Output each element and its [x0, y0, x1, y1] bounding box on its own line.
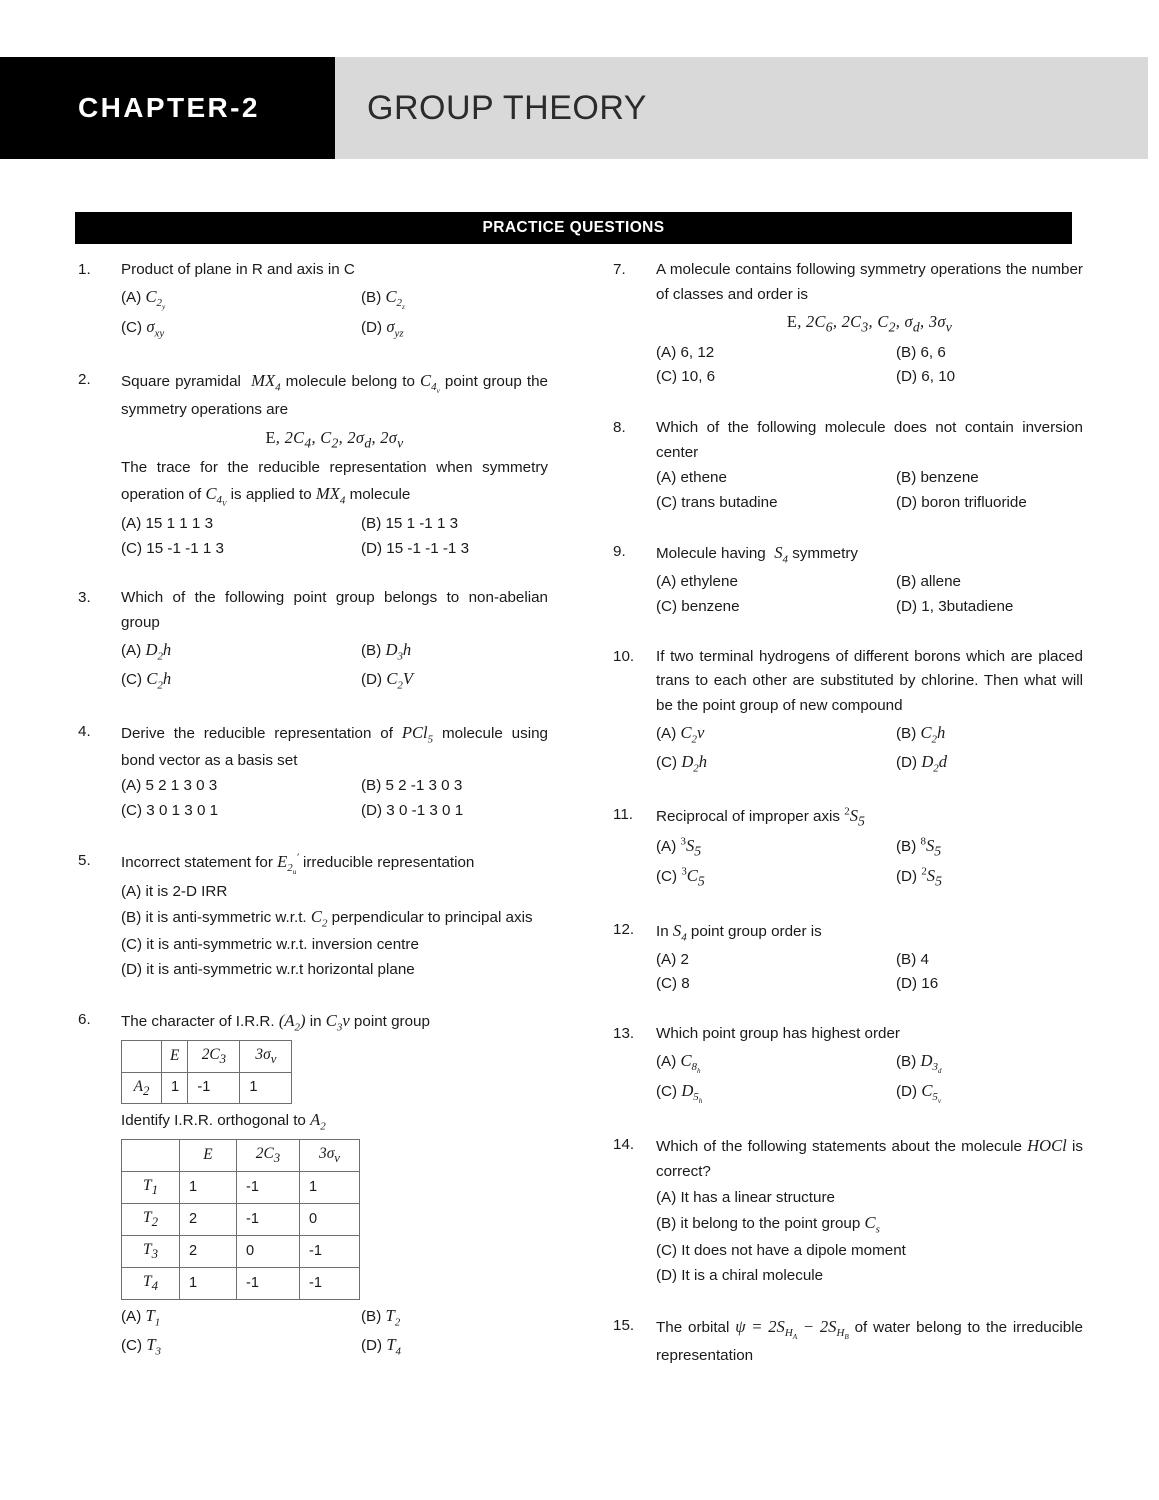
table-cell: 1 [300, 1172, 360, 1204]
question-stem: The orbital $\psi = 2S_{H_A} - 2S_{H_B}$ of water belong to the irreducible representation [656, 1316, 1083, 1364]
option-b[interactable]: (B) $D_{3_d}$ [896, 1050, 942, 1076]
question-stem: Square pyramidal $MX_4$ molecule belong to $C_{4_v}$ point group the symmetry operations are [121, 370, 548, 419]
practice-questions-banner [75, 212, 1072, 244]
option-d[interactable]: (D) $^2S_5$ [896, 865, 942, 889]
option-c[interactable]: (C) it is anti-symmetric w.r.t. inversion centre [121, 936, 419, 954]
option-a[interactable]: (A) 5 2 1 3 0 3 [121, 777, 218, 795]
chapter-header [0, 57, 1148, 159]
option-a[interactable]: (A) $T_1$ [121, 1305, 161, 1329]
option-group [656, 720, 1083, 778]
question-stem: Derive the reducible representation of PCl$_5$ molecule using bond vector as a basis set [121, 722, 548, 769]
option-group [656, 570, 1083, 619]
question-item [613, 258, 1083, 390]
table-header-row [122, 1140, 360, 1172]
table-row-label: $A_2$ [122, 1072, 162, 1104]
question-number: 4. [78, 722, 91, 740]
option-a[interactable]: (A) $D_2h$ [121, 639, 172, 662]
question-item [613, 803, 1083, 893]
option-b[interactable]: (B) $D_3h$ [361, 639, 412, 662]
table-cell: 0 [300, 1204, 360, 1236]
question-stem: The character of I.R.R. $(A_2)$ in $C_3v$ point group [121, 1010, 430, 1033]
table-row-label: $T_2$ [122, 1204, 180, 1236]
option-d[interactable]: (D) 1, 3butadiene [896, 598, 1014, 616]
question-item [613, 645, 1083, 778]
chapter-title-block [335, 57, 1148, 159]
option-c[interactable]: (C) trans butadine [656, 493, 778, 511]
option-a[interactable]: (A) $C_{8_h}$ [656, 1050, 701, 1076]
option-c[interactable]: (C) benzene [656, 598, 740, 616]
option-a[interactable]: (A) $C_{2_y}$ [121, 286, 166, 312]
option-b[interactable]: (B) it is anti-symmetric w.r.t. $C_2$ perpendicular to principal axis [121, 907, 533, 930]
question-formula: E, $2C_4$, $C_2$, $2\sigma_d$, $2\sigma_v$ [265, 427, 404, 451]
question-stem: A molecule contains following symmetry operations the number of classes and order is [656, 261, 1083, 303]
option-d[interactable]: (D) 3 0 -1 3 0 1 [361, 801, 464, 819]
table-header-2c3: $2C_3$ [237, 1140, 300, 1172]
option-group [656, 341, 1083, 390]
option-b[interactable]: (B) $T_2$ [361, 1305, 401, 1329]
question-stem: Which of the following point group belongs to non-abelian group [121, 589, 548, 631]
option-d[interactable]: (D) $\sigma_{yz}$ [361, 316, 404, 340]
table-row [122, 1172, 360, 1204]
option-group [121, 1303, 548, 1361]
question-item [78, 1008, 548, 1361]
question-stem: If two terminal hydrogens of different borons which are placed trans to each other are substituted by chlorine. Then what will be the point group of new compound [656, 647, 1083, 714]
question-number: 1. [78, 261, 91, 278]
question-number: 10. [613, 647, 635, 665]
option-c[interactable]: (C) $D_2h$ [656, 751, 708, 774]
option-d[interactable]: (D) 6, 10 [896, 368, 956, 386]
right-column [613, 258, 1083, 1368]
option-group [656, 833, 1083, 892]
option-d[interactable]: (D) boron trifluoride [896, 493, 1027, 511]
question-item [78, 258, 548, 343]
question-stem: Which of the following statements about the molecule HOCl is correct? [656, 1136, 1083, 1181]
table-row [122, 1072, 292, 1104]
table-cell: -1 [300, 1267, 360, 1299]
option-c[interactable]: (C) 8 [656, 975, 690, 993]
question-stem: Molecule having $S_4$ symmetry [656, 543, 858, 566]
table-cell: 1 [180, 1267, 237, 1299]
question-number: 8. [613, 418, 626, 436]
table-header-2c3: $2C_3$ [188, 1040, 240, 1072]
table-header-e: E [180, 1140, 237, 1172]
table-cell: 2 [180, 1204, 237, 1236]
question-item [613, 540, 1083, 619]
question-item [78, 720, 548, 824]
option-d[interactable]: (D) 16 [896, 975, 939, 993]
question-item [613, 416, 1083, 516]
option-group [656, 948, 1083, 997]
question-number: 6. [78, 1010, 91, 1028]
option-d[interactable]: (D) $C_{5_v}$ [896, 1080, 942, 1106]
option-b[interactable]: (B) 15 1 -1 1 3 [361, 515, 459, 532]
question-stem: Reciprocal of improper axis $^2S_5$ [656, 805, 865, 828]
question-stem: Incorrect statement for $E_{2_u}'$ irreducible representation [121, 850, 475, 877]
option-a[interactable]: (A) ethylene [656, 573, 738, 591]
table-row [122, 1204, 360, 1236]
chapter-tag-label: CHAPTER-2 [78, 92, 260, 123]
question-number: 3. [78, 589, 91, 607]
option-a[interactable]: (A) $^3S_5$ [656, 835, 702, 859]
question-stem: In $S_4$ point group order is [656, 920, 822, 944]
table-cell: 2 [180, 1236, 237, 1268]
table-row-label: $T_4$ [122, 1267, 180, 1299]
table-row [122, 1267, 360, 1299]
option-a[interactable]: (A) 15 1 1 1 3 [121, 515, 214, 532]
table-row-label: $T_3$ [122, 1236, 180, 1268]
table-row [122, 1236, 360, 1268]
option-d[interactable]: (D) $T_4$ [361, 1334, 402, 1358]
option-c[interactable]: (C) 15 -1 -1 1 3 [121, 539, 224, 557]
option-group [656, 466, 1083, 515]
page-title: GROUP THEORY [367, 88, 647, 127]
question-stem: Which of the following molecule does not contain inversion center [656, 418, 1083, 461]
question-stem: Product of plane in R and axis in C [121, 261, 355, 278]
option-a[interactable]: (A) $C_2v$ [656, 722, 705, 745]
table-cell: -1 [188, 1072, 240, 1104]
question-number: 12. [613, 920, 635, 938]
table-cell: 1 [162, 1072, 188, 1104]
question-item [613, 1022, 1083, 1108]
table-cell: -1 [300, 1236, 360, 1268]
question-item [613, 918, 1083, 997]
table-cell: 1 [240, 1072, 292, 1104]
table-header-3sigmav: $3\sigma_v$ [300, 1140, 360, 1172]
option-b[interactable]: (B) 6, 6 [896, 343, 946, 361]
character-table-candidates [121, 1139, 360, 1299]
option-b[interactable]: (B) $C_{2_z}$ [361, 286, 405, 312]
question-stem-continued: The trace for the reducible representation when symmetry operation of $C_{4_V}$ is applied to $MX_4$ molecule [121, 459, 548, 509]
chapter-tag-block [0, 57, 335, 159]
question-midnote: Identify I.R.R. orthogonal to $A_2$ [121, 1110, 326, 1133]
table-row-label: $T_1$ [122, 1172, 180, 1204]
option-a[interactable]: (A) 2 [656, 950, 689, 968]
table-corner-cell [122, 1040, 162, 1072]
option-c[interactable]: (C) $C_2h$ [121, 668, 172, 691]
option-a[interactable]: (A) ethene [656, 469, 727, 487]
table-cell: -1 [237, 1204, 300, 1236]
option-c[interactable]: (C) $T_3$ [121, 1334, 162, 1358]
question-item [613, 1314, 1083, 1369]
option-b[interactable]: (B) allene [896, 573, 961, 591]
question-item [78, 368, 548, 561]
option-c[interactable]: (C) $D_{5_h}$ [656, 1080, 703, 1106]
question-item [78, 586, 548, 694]
option-d[interactable]: (D) it is anti-symmetric w.r.t horizontal plane [121, 961, 415, 979]
option-group [656, 1048, 1083, 1108]
option-group [121, 512, 548, 561]
option-c[interactable]: (C) 3 0 1 3 0 1 [121, 801, 219, 819]
question-number: 11. [613, 805, 633, 823]
option-a[interactable]: (A) it is 2-D IRR [121, 882, 228, 900]
option-b[interactable]: (B) 5 2 -1 3 0 3 [361, 777, 463, 795]
option-d[interactable]: (D) $C_2V$ [361, 668, 413, 691]
table-corner-cell [122, 1140, 180, 1172]
table-header-3sigmav: $3\sigma_v$ [240, 1040, 292, 1072]
option-d[interactable]: (D) 15 -1 -1 -1 3 [361, 539, 470, 557]
option-group [656, 1186, 1083, 1289]
table-header-e: E [162, 1040, 188, 1072]
question-number: 15. [613, 1316, 635, 1334]
question-item [613, 1133, 1083, 1288]
option-group [121, 880, 548, 983]
question-number: 14. [613, 1136, 635, 1154]
option-c[interactable]: (C) $^3C_5$ [656, 865, 705, 889]
option-d[interactable]: (D) It is a chiral molecule [656, 1266, 824, 1284]
table-cell: -1 [237, 1267, 300, 1299]
question-item [78, 849, 548, 983]
question-stem: Which point group has highest order [656, 1025, 900, 1043]
option-a[interactable]: (A) 6, 12 [656, 343, 715, 361]
option-c[interactable]: (C) It does not have a dipole moment [656, 1242, 906, 1260]
option-b[interactable]: (B) $^8S_5$ [896, 835, 942, 859]
practice-questions-label: PRACTICE QUESTIONS [482, 219, 665, 236]
option-group [121, 774, 548, 823]
question-number: 13. [613, 1025, 635, 1043]
option-b[interactable]: (B) it belong to the point group $C_s$ [656, 1213, 880, 1236]
table-header-row [122, 1040, 292, 1072]
option-a[interactable]: (A) It has a linear structure [656, 1188, 835, 1206]
option-b[interactable]: (B) $C_2h$ [896, 722, 946, 745]
option-group [121, 284, 548, 343]
option-b[interactable]: (B) benzene [896, 469, 979, 487]
question-formula: E, $2C_6$, $2C_3$, $C_2$, $\sigma_d$, $3\sigma_v$ [786, 312, 953, 335]
option-group [121, 637, 548, 695]
option-d[interactable]: (D) $D_2d$ [896, 751, 948, 774]
question-number: 2. [78, 370, 91, 388]
option-b[interactable]: (B) 4 [896, 950, 929, 968]
question-number: 7. [613, 261, 626, 278]
question-number: 9. [613, 543, 626, 561]
left-column [78, 258, 548, 1361]
character-table-a2 [121, 1040, 292, 1105]
table-cell: 0 [237, 1236, 300, 1268]
option-c[interactable]: (C) $\sigma_{xy}$ [121, 316, 165, 340]
table-cell: 1 [180, 1172, 237, 1204]
question-number: 5. [78, 851, 91, 869]
table-cell: -1 [237, 1172, 300, 1204]
option-c[interactable]: (C) 10, 6 [656, 368, 716, 386]
